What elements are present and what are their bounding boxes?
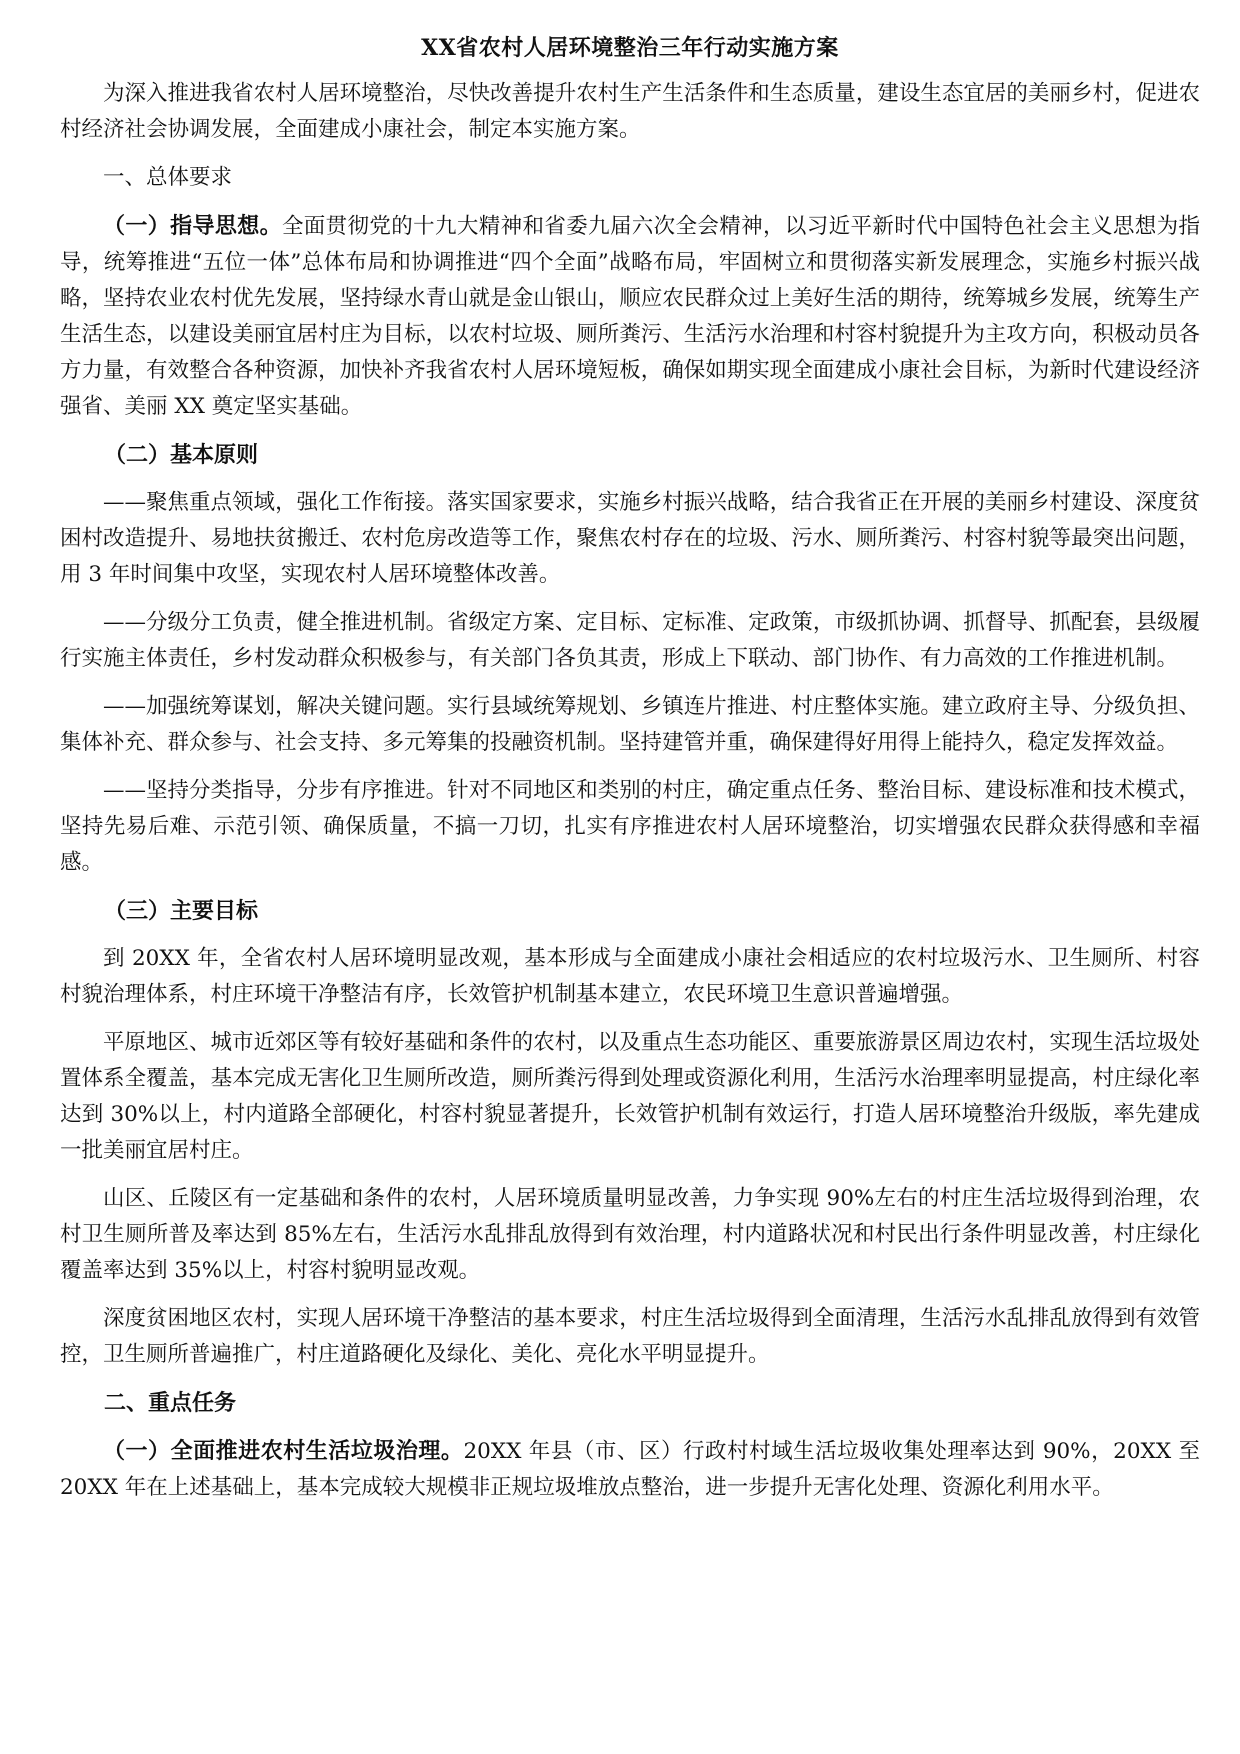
garbage-governance-paragraph — [60, 1433, 1200, 1506]
section-2-heading: 二、重点任务 — [104, 1390, 237, 1416]
goal-2-paragraph: 平原地区、城市近郊区等有较好基础和条件的农村，以及重点生态功能区、重要旅游景区周边农村，实现生活垃圾处置体系全覆盖，基本完成无害化卫生厕所改造，厕所粪污得到处理或资源化利用，生活污水治理率明显提高，村庄绿化率达到 30%以上，村内道路全部硬化，村容村貌显著提升，长效管护机制有效运行，打造人居环境整治升级版，率先建成一批美丽宜居村庄。 — [60, 1030, 1200, 1163]
guiding-ideology-body: 全面贯彻党的十九大精神和省委九届六次全会精神，以习近平新时代中国特色社会主义思想为指导，统筹推进“五位一体”总体布局和协调推进“四个全面”战略布局，牢固树立和贯彻落实新发展理念，实施乡村振兴战略，坚持农业农村优先发展，坚持绿水青山就是金山银山，顺应农民群众过上美好生活的期待，统筹城乡发展，统筹生产生活生态，以建设美丽宜居村庄为目标，以农村垃圾、厕所粪污、生活污水治理和村容村貌提升为主攻方向，积极动员各方力量，有效整合各种资源，加快补齐我省农村人居环境短板，确保如期实现全面建成小康社会目标，为新时代建设经济强省、美丽 XX 奠定坚实基础。 — [60, 214, 1200, 419]
principle-3-paragraph: ——加强统筹谋划，解决关键问题。实行县域统筹规划、乡镇连片推进、村庄整体实施。建立政府主导、分级负担、集体补充、群众参与、社会支持、多元筹集的投融资机制。坚持建管并重，确保建得好用得上能持久，稳定发挥效益。 — [60, 694, 1200, 755]
goal-1-paragraph: 到 20XX 年，全省农村人居环境明显改观，基本形成与全面建成小康社会相适应的农村垃圾污水、卫生厕所、村容村貌治理体系，村庄环境干净整洁有序，长效管护机制基本建立，农民环境卫生意识普遍增强。 — [60, 946, 1200, 1007]
garbage-governance-body: 20XX 年县（市、区）行政村村域生活垃圾收集处理率达到 90%，20XX 至 20XX 年在上述基础上，基本完成较大规模非正规垃圾堆放点整治，进一步提升无害化处理、资源化利用水平。 — [60, 1439, 1200, 1500]
goal-4-paragraph: 深度贫困地区农村，实现人居环境干净整洁的基本要求，村庄生活垃圾得到全面清理，生活污水乱排乱放得到有效管控，卫生厕所普遍推广，村庄道路硬化及绿化、美化、亮化水平明显提升。 — [60, 1306, 1200, 1367]
principle-2-paragraph: ——分级分工负责，健全推进机制。省级定方案、定目标、定标准、定政策，市级抓协调、抓督导、抓配套，县级履行实施主体责任，乡村发动群众积极参与，有关部门各负其责，形成上下联动、部门协作、有力高效的工作推进机制。 — [60, 610, 1200, 671]
principle-1-paragraph: ——聚焦重点领域，强化工作衔接。落实国家要求，实施乡村振兴战略，结合我省正在开展的美丽乡村建设、深度贫困村改造提升、易地扶贫搬迁、农村危房改造等工作，聚焦农村存在的垃圾、污水、厕所粪污、村容村貌等最突出问题，用 3 年时间集中攻坚，实现农村人居环境整体改善。 — [60, 490, 1200, 587]
goal-3-paragraph: 山区、丘陵区有一定基础和条件的农村，人居环境质量明显改善，力争实现 90%左右的村庄生活垃圾得到治理，农村卫生厕所普及率达到 85%左右，生活污水乱排乱放得到有效治理，村内道路状况和村民出行条件明显改善，村庄绿化覆盖率达到 35%以上，村容村貌明显改观。 — [60, 1186, 1200, 1283]
main-goals-heading: （三）主要目标 — [104, 898, 259, 924]
guiding-ideology-heading: （一）指导思想。 — [103, 213, 282, 239]
document-page — [60, 30, 1200, 1518]
principle-4-paragraph: ——坚持分类指导，分步有序推进。针对不同地区和类别的村庄，确定重点任务、整治目标、建设标准和技术模式，坚持先易后难、示范引领、确保质量，不搞一刀切，扎实有序推进农村人居环境整治，切实增强农民群众获得感和幸福感。 — [60, 778, 1200, 875]
garbage-governance-heading: （一）全面推进农村生活垃圾治理。 — [103, 1438, 464, 1464]
basic-principles-heading: （二）基本原则 — [104, 442, 259, 468]
guiding-ideology-paragraph — [60, 208, 1200, 425]
intro-paragraph: 为深入推进我省农村人居环境整治，尽快改善提升农村生产生活条件和生态质量，建设生态宜居的美丽乡村，促进农村经济社会协调发展，全面建成小康社会，制定本实施方案。 — [60, 81, 1200, 142]
section-1-heading: 一、总体要求 — [103, 165, 233, 190]
document-title: XX省农村人居环境整治三年行动实施方案 — [421, 35, 839, 61]
